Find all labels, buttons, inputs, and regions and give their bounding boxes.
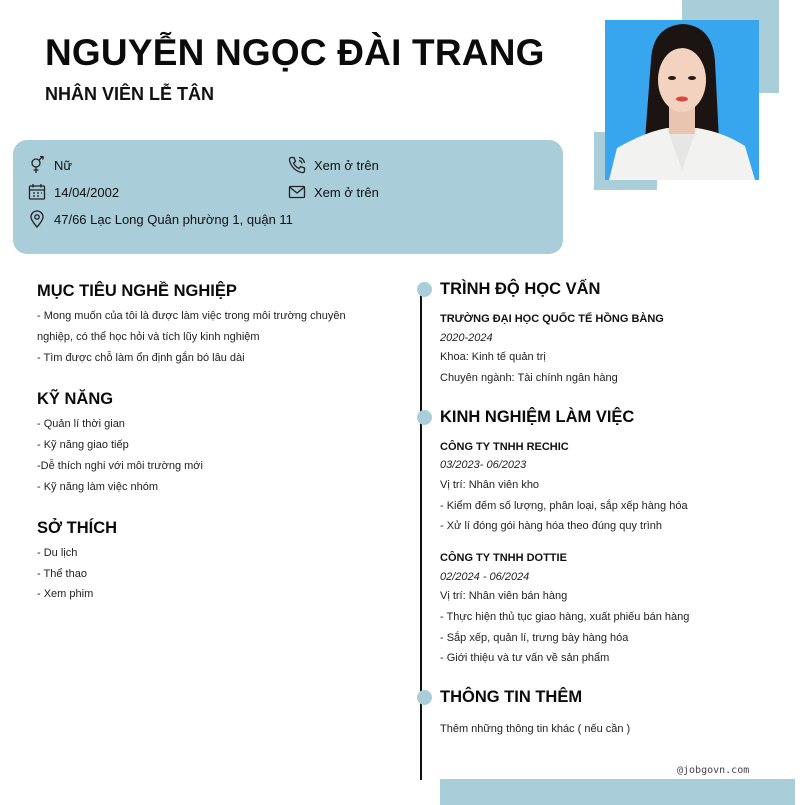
job-line: - Thực hiện thủ tục giao hàng, xuất phiếu bán hàng xyxy=(440,611,690,623)
candidate-name: NGUYỄN NGỌC ĐÀI TRANG xyxy=(45,32,545,73)
career-objective-line: - Tìm được chỗ làm ổn định gắn bó lâu dài xyxy=(37,352,245,364)
contact-panel xyxy=(13,140,563,254)
hobby-item: - Du lịch xyxy=(37,547,78,559)
email-row xyxy=(288,183,379,201)
job-company: CÔNG TY TNHH RECHIC xyxy=(440,441,569,453)
hobby-item: - Xem phim xyxy=(37,588,94,600)
timeline-line xyxy=(420,288,422,780)
education-school: TRƯỜNG ĐẠI HỌC QUỐC TẾ HỒNG BÀNG xyxy=(440,313,664,325)
job-period: 03/2023- 06/2023 xyxy=(440,459,527,471)
additional-info-title: THÔNG TIN THÊM xyxy=(440,688,583,706)
phone-row xyxy=(288,156,379,174)
gender-icon xyxy=(28,156,46,174)
career-objective-line: nghiệp, có thể học hỏi và tích lũy kinh nghiệm xyxy=(37,331,260,343)
birthdate-row xyxy=(28,183,119,201)
education-title: TRÌNH ĐỘ HỌC VẤN xyxy=(440,280,601,298)
job-line: - Sắp xếp, quản lí, trưng bày hàng hóa xyxy=(440,632,629,644)
experience-title: KINH NGHIỆM LÀM VIỆC xyxy=(440,408,635,426)
gender-row xyxy=(28,156,72,174)
location-icon xyxy=(28,210,46,228)
phone-icon xyxy=(288,156,306,174)
job-company: CÔNG TY TNHH DOTTIE xyxy=(440,552,567,564)
timeline-dot xyxy=(417,410,432,425)
skill-item: - Quản lí thời gian xyxy=(37,418,125,430)
additional-info-text: Thêm những thông tin khác ( nếu cần ) xyxy=(440,723,631,735)
email-value: Xem ở trên xyxy=(314,184,379,200)
job-line: Vị trí: Nhân viên bán hàng xyxy=(440,590,568,602)
job-line: - Giới thiệu và tư vấn về sản phẩm xyxy=(440,652,610,664)
address-value: 47/66 Lạc Long Quân phường 1, quận 11 xyxy=(54,211,293,227)
job-line: - Kiểm đếm số lượng, phân loại, sắp xếp hàng hóa xyxy=(440,500,688,512)
calendar-icon xyxy=(28,183,46,201)
watermark: @jobgovn.com xyxy=(677,765,750,776)
skill-item: - Kỹ năng làm việc nhóm xyxy=(37,481,159,493)
birthdate-value: 14/04/2002 xyxy=(54,184,120,200)
timeline-dot xyxy=(417,282,432,297)
phone-value: Xem ở trên xyxy=(314,157,379,173)
hobbies-title: SỞ THÍCH xyxy=(37,519,118,537)
education-faculty: Khoa: Kinh tế quản trị xyxy=(440,351,546,363)
education-period: 2020-2024 xyxy=(440,332,493,344)
address-row xyxy=(28,210,293,228)
skill-item: -Dễ thích nghi với môi trường mới xyxy=(37,460,203,472)
hobby-item: - Thể thao xyxy=(37,568,87,580)
decor-rect-bottom xyxy=(440,779,795,805)
education-major: Chuyên ngành: Tài chính ngân hàng xyxy=(440,372,618,384)
job-line: Vị trí: Nhân viên kho xyxy=(440,479,540,491)
career-objective-title: MỤC TIÊU NGHỀ NGHIỆP xyxy=(37,282,237,300)
career-objective-line: - Mong muốn của tôi là được làm việc trong môi trường chuyên xyxy=(37,310,346,322)
job-period: 02/2024 - 06/2024 xyxy=(440,571,530,583)
timeline-dot xyxy=(417,690,432,705)
envelope-icon xyxy=(288,183,306,201)
gender-value: Nữ xyxy=(54,157,73,173)
job-line: - Xử lí đóng gói hàng hóa theo đúng quy trình xyxy=(440,520,663,532)
skills-title: KỸ NĂNG xyxy=(37,390,114,408)
profile-photo xyxy=(605,20,759,180)
candidate-role: NHÂN VIÊN LỄ TÂN xyxy=(45,84,215,104)
skill-item: - Kỹ năng giao tiếp xyxy=(37,439,129,451)
